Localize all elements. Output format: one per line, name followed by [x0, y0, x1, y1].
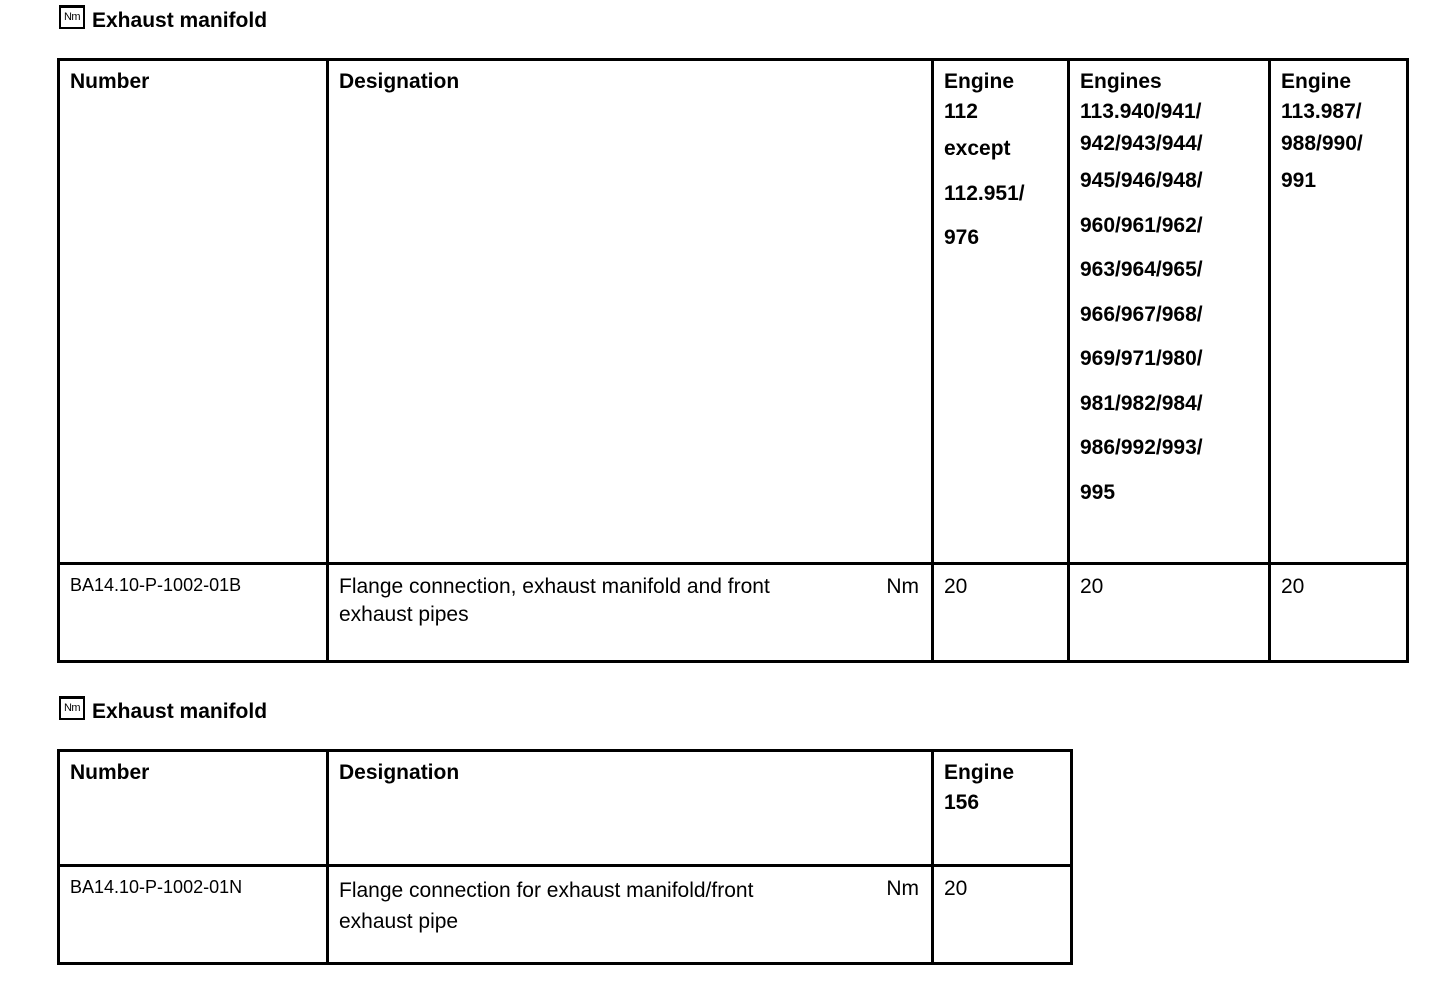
section-title-1: [59, 9, 267, 33]
row-designation: Flange connection for exhaust manifold/front exhaust pipe Nm: [328, 866, 933, 964]
section-title-2: [59, 700, 267, 724]
row-number: BA14.10-P-1002-01N: [59, 866, 328, 964]
unit-label: Nm: [886, 575, 919, 598]
header-number: Number: [59, 751, 328, 866]
table-row: [59, 866, 1072, 964]
table-row: [59, 564, 1408, 662]
header-engine-col-1: Engine 156: [933, 751, 1072, 866]
header-engine-col-1: Engine 112 except 112.951/ 976: [933, 60, 1069, 564]
row-value-col-3: 20: [1270, 564, 1408, 662]
row-value-col-1: 20: [933, 866, 1072, 964]
header-number: Number: [59, 60, 328, 564]
torque-nm-icon: Nm: [59, 5, 85, 29]
unit-label: Nm: [886, 877, 919, 900]
row-designation: Flange connection, exhaust manifold and front exhaust pipes Nm: [328, 564, 933, 662]
header-engine-col-2: Engines 113.940/941/ 942/943/944/ 945/946/948/ 960/961/962/ 963/964/965/ 966/967/968/ 969/971/980/ 981/982/984/ 986/992/993/ 995: [1069, 60, 1270, 564]
torque-table-2: [57, 749, 1073, 965]
row-value-col-1: 20: [933, 564, 1069, 662]
row-value-col-2: 20: [1069, 564, 1270, 662]
row-number: BA14.10-P-1002-01B: [59, 564, 328, 662]
header-designation: Designation: [328, 60, 933, 564]
table-header-row: [59, 60, 1408, 564]
table-header-row: [59, 751, 1072, 866]
section-title-text: Exhaust manifold: [92, 700, 268, 723]
torque-nm-icon: Nm: [59, 696, 85, 720]
torque-table-1: [57, 58, 1409, 663]
header-designation: Designation: [328, 751, 933, 866]
section-title-text: Exhaust manifold: [92, 9, 268, 32]
header-engine-col-3: Engine 113.987/ 988/990/ 991: [1270, 60, 1408, 564]
